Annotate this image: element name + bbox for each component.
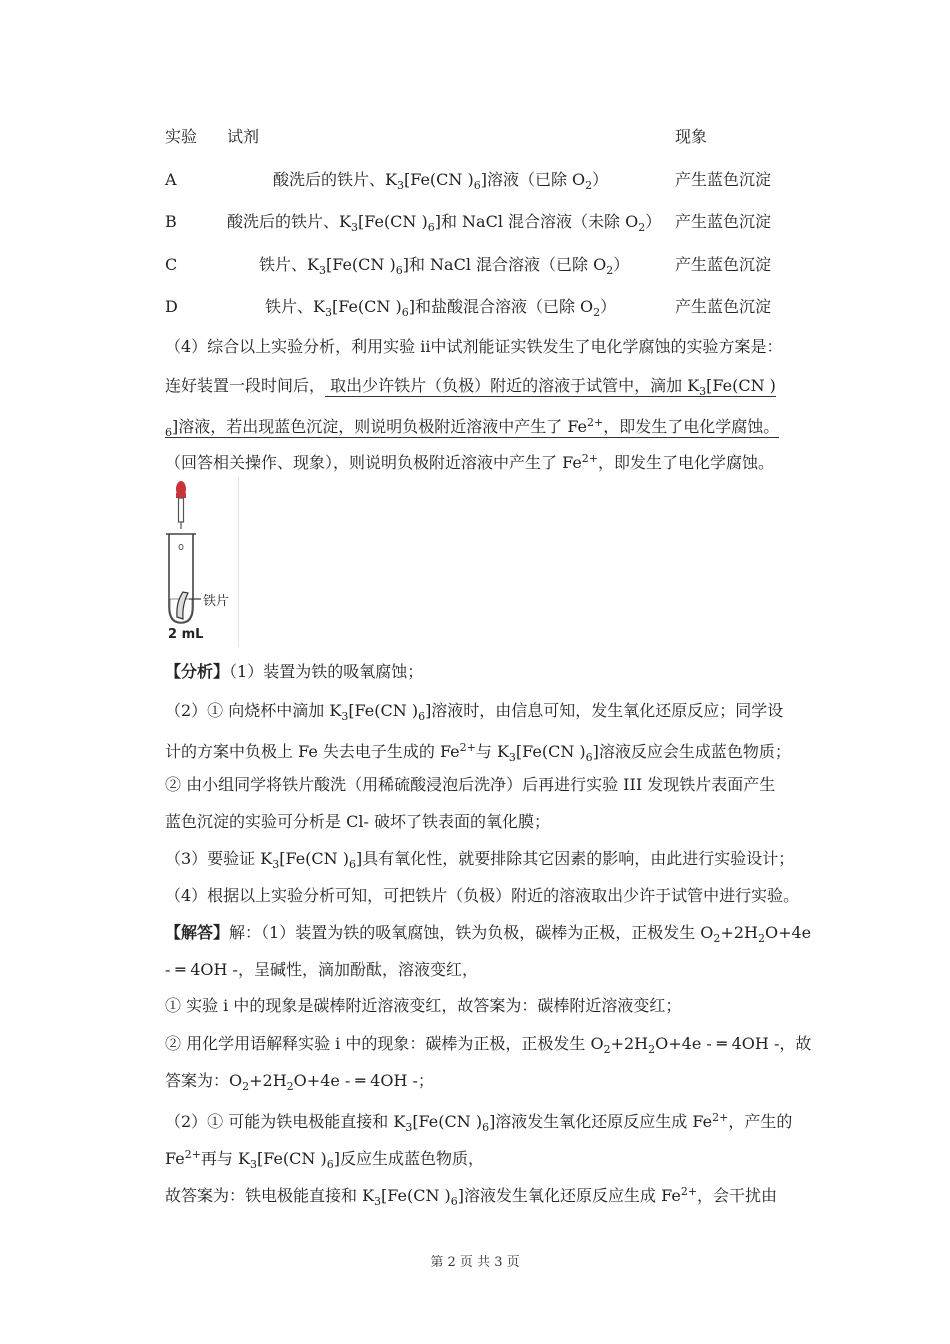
q4-line2: 连好装置一段时间后， 取出少许铁片（负极）附近的溶液于试管中，滴加 $K_3[Fe(CN$ ) — [165, 376, 776, 398]
iron-piece-label: 铁片 — [203, 594, 230, 609]
table-row-a-reagent: 酸洗后的铁片、$K_3[Fe(CN$ )$_6$]溶液（已除 $O_2$） — [273, 170, 609, 192]
analysis-line2: （2）① 向烧杯中滴加 $K_3[Fe(CN$ )$_6$]溶液时，由信息可知，发生氧化还原反应；同学设 — [165, 701, 784, 723]
analysis-line4: ② 由小组同学将铁片酸洗（用稀硫酸浸泡后洗净）后再进行实验 III 发现铁片表面产生 — [165, 775, 776, 794]
table-row-c-phenomenon: 产生蓝色沉淀 — [675, 255, 772, 274]
analysis-line5: 蓝色沉淀的实验可分析是 Cl- 破坏了铁表面的氧化膜； — [165, 812, 550, 831]
q4-line1: （4）综合以上实验分析，利用实验 ii中试剂能证实铁发生了电化学腐蚀的实验方案是： — [165, 337, 783, 356]
answer-line3: ① 实验 i 中的现象是碳棒附近溶液变红，故答案为：碳棒附近溶液变红； — [165, 996, 682, 1015]
analysis-line6: （3）要验证 $K_3[Fe(CN$ )$_6$]具有氧化性，就要排除其它因素的影响，由此进行实验设计； — [165, 849, 795, 871]
table-row-b-id: B — [165, 212, 177, 231]
table-row-a-id: A — [165, 170, 177, 189]
table-header-phenomenon: 现象 — [675, 127, 708, 146]
answer-line6: （2）① 可能为铁电极能直接和 $K_3[Fe(CN$ )$_6$]溶液发生氧化还原反应生成 $Fe^{2+}$，产生的 — [165, 1111, 793, 1134]
page-footer: 第 2 页 共 3 页 — [430, 1255, 520, 1270]
answer-line2: - ═ 4OH -，呈碱性，滴加酚酞，溶液变红， — [165, 960, 478, 979]
test-tube-icon — [163, 477, 238, 647]
answer-line8: 故答案为：铁电极能直接和 $K_3[Fe(CN$ )$_6$]溶液发生氧化还原反应生成 $Fe^{2+}$，会干扰由 — [165, 1185, 778, 1208]
table-row-b-phenomenon: 产生蓝色沉淀 — [675, 212, 772, 231]
q4-line4: （回答相关操作、现象），则说明负极附近溶液中产生了 $Fe^{2+}$，即发生了电化学腐蚀。 — [165, 452, 775, 472]
answer-line1: 【解答】解：（1）装置为铁的吸氧腐蚀，铁为负极，碳棒为正极，正极发生 $O_2+2H_2O+4e$ — [165, 923, 812, 945]
table-row-c-id: C — [165, 255, 178, 274]
table-header-experiment: 实验 — [165, 127, 198, 146]
analysis-line1: 【分析】（1）装置为铁的吸氧腐蚀； — [165, 662, 424, 681]
table-header-reagent: 试剂 — [227, 127, 260, 146]
q4-line3: $_6$]溶液，若出现蓝色沉淀，则说明负极附近溶液中产生了 $Fe^{2+}$，即发生了电化学腐蚀。 — [165, 416, 780, 439]
answer-line7: $Fe^{2+}$再与 $K_3[Fe(CN$ )$_6$]反应生成蓝色物质， — [165, 1148, 484, 1171]
answer-line4: ② 用化学用语解释实验 i 中的现象：碳棒为正极，正极发生 $O_2+2H_2O+4e$ - ═ 4OH -，故 — [165, 1034, 812, 1056]
analysis-line3: 计的方案中负极上 Fe 失去电子生成的 $Fe^{2+}$与 $K_3[Fe(CN$ )$_6$]溶液反应会生成蓝色物质； — [165, 741, 791, 764]
test-tube-figure — [163, 477, 239, 647]
analysis-line7: （4）根据以上实验分析可知，可把铁片（负极）附近的溶液取出少许于试管中进行实验。 — [165, 886, 800, 905]
table-row-b-reagent: 酸洗后的铁片、$K_3[Fe(CN$ )$_6$]和 NaCl 混合溶液（未除 $O_2$） — [227, 212, 662, 234]
table-row-d-reagent: 铁片、$K_3[Fe(CN$ )$_6$]和盐酸混合溶液（已除 $O_2$） — [265, 297, 617, 319]
answer-line5: 答案为：$O_2+2H_2O+4e$ - ═ 4OH -； — [165, 1071, 434, 1093]
volume-label: 2 mL — [168, 627, 204, 642]
table-row-d-id: D — [165, 297, 178, 316]
table-row-c-reagent: 铁片、$K_3[Fe(CN$ )$_6$]和 NaCl 混合溶液（已除 $O_2$） — [259, 255, 630, 277]
table-row-a-phenomenon: 产生蓝色沉淀 — [675, 170, 772, 189]
table-row-d-phenomenon: 产生蓝色沉淀 — [675, 297, 772, 316]
